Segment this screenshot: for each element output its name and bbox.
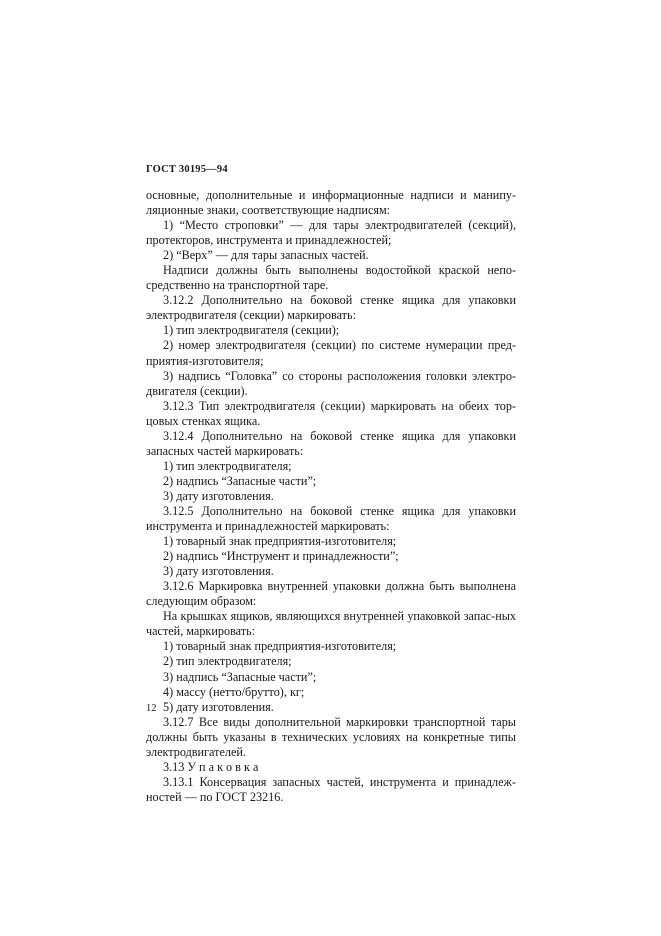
paragraph: 3) надпись “Запасные части”; (163, 669, 317, 684)
paragraph: 3.12.3 Тип электродвигателя (секции) маркировать на обеих тор-цовых стенках ящика. (146, 398, 516, 428)
paragraph: 1) товарный знак предприятия-изготовителя; (163, 534, 397, 549)
paragraph: 5) дату изготовления. (163, 699, 274, 714)
page-number: 12 (146, 703, 157, 714)
paragraph: 2) надпись “Запасные части”; (163, 473, 317, 488)
paragraph: Надписи должны быть выполнены водостойкой краской непо-средственно на транспортной таре. (146, 263, 516, 293)
paragraph: 1) тип электродвигателя; (163, 458, 292, 473)
paragraph: 3.12.2 Дополнительно на боковой стенке ящика для упаковки электродвигателя (секции) маркировать: (146, 293, 516, 323)
document-header: ГОСТ 30195—94 (146, 164, 228, 175)
paragraph: 1) “Место строповки” — для тары электродвигателей (секций), протекторов, инструмента и принадлежностей; (146, 218, 516, 248)
paragraph: 2) “Верх” — для тары запасных частей. (163, 248, 369, 263)
paragraph: 3.12.5 Дополнительно на боковой стенке ящика для упаковки инструмента и принадлежностей маркировать: (146, 503, 516, 534)
body-text (146, 188, 516, 805)
paragraph: 3) дату изготовления. (163, 564, 274, 579)
paragraph: 1) товарный знак предприятия-изготовителя; (163, 639, 397, 654)
paragraph: 2) тип электродвигателя; (163, 654, 292, 669)
paragraph: 3.12.6 Маркировка внутренней упаковки должна быть выполнена следующим образом: (146, 579, 516, 609)
paragraph: 3.13 У п а к о в к а (163, 759, 259, 774)
paragraph: 3.12.4 Дополнительно на боковой стенке ящика для упаковки запасных частей маркировать: (146, 428, 516, 458)
paragraph: 1) тип электродвигателя (секции); (163, 323, 340, 338)
paragraph: 3) надпись “Головка” со стороны расположения головки электро-двигателя (секции). (146, 368, 516, 398)
paragraph: 2) номер электродвигателя (секции) по системе нумерации пред-приятия-изготовителя; (146, 338, 516, 368)
paragraph: 3) дату изготовления. (163, 488, 274, 503)
paragraph: 3.13.1 Консервация запасных частей, инструмента и принадлеж-ностей — по ГОСТ 23216. (146, 774, 516, 804)
paragraph: 3.12.7 Все виды дополнительной маркировки транспортной тары должны быть указаны в технических условиях на конкретные типы электродвигателей. (146, 714, 516, 759)
paragraph: На крышках ящиков, являющихся внутренней упаковкой запас-ных частей, маркировать: (146, 609, 516, 639)
paragraph: 4) массу (нетто/брутто), кг; (163, 684, 305, 699)
paragraph: основные, дополнительные и информационные надписи и манипу-ляционные знаки, соответствующие надписям: (146, 188, 516, 218)
paragraph: 2) надпись “Инструмент и принадлежности”; (163, 549, 399, 564)
